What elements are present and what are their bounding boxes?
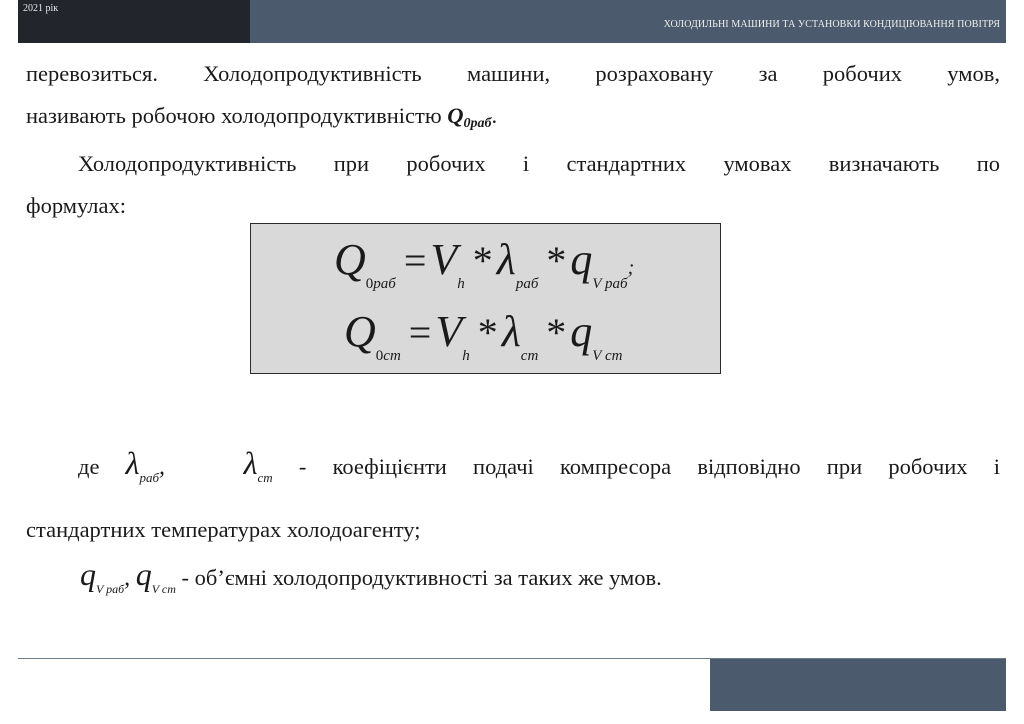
comma: , [124, 565, 131, 591]
paragraph-3-prefix: де [78, 454, 126, 479]
paragraph-2 [26, 143, 1000, 227]
formula-multiply: * [472, 238, 493, 283]
paragraph-2-line-1: Холодопродуктивність при робочих і стандартних умовах визначають по [78, 151, 1000, 176]
formula-v: V [430, 235, 458, 284]
header-year-block [18, 0, 250, 43]
formula-q-sub-num: 0 [365, 276, 374, 292]
formula-box [250, 223, 721, 374]
formula-multiply: * [477, 310, 498, 355]
formula-qv: q [570, 235, 593, 284]
paragraph-3-text: - коефіцієнти подачі компресора відповідно при робочих і [272, 454, 1000, 479]
paragraph-3-line-1 [26, 442, 1000, 499]
paragraph-1-line-1: перевозиться. Холодопродуктивність машини, розраховану за робочих умов, [26, 61, 1000, 86]
q-symbol: Q [447, 103, 464, 128]
paragraph-4 [80, 553, 980, 610]
header-title: ХОЛОДИЛЬНІ МАШИНИ ТА УСТАНОВКИ КОНДИЦІЮВАННЯ ПОВІТРЯ [663, 19, 1000, 30]
formula-q-sub: ст [383, 348, 401, 364]
formula-equals: = [408, 310, 432, 355]
formula-lambda: λ [496, 235, 516, 284]
formula-q-sub: раб [373, 276, 396, 292]
formula-qv: q [570, 307, 593, 356]
qv-symbol: q [135, 556, 152, 592]
formula-lambda-sub: раб [515, 276, 539, 292]
formula-lambda: λ [501, 307, 521, 356]
paragraph-1-line-2 [26, 95, 1000, 145]
header-title-block [250, 0, 1006, 43]
formula-semicolon: ; [627, 257, 635, 279]
formula-q: Q [344, 307, 376, 356]
paragraph-4-text: - об’ємні холодопродуктивності за таких же умов. [175, 565, 662, 590]
paragraph-2-line-2: формулах: [26, 193, 126, 218]
lambda-symbol: λ [243, 445, 258, 481]
formula-v-sub: h [462, 348, 470, 364]
qv-sub-working: V раб [96, 582, 125, 596]
qv-symbol: q [80, 556, 96, 592]
formula-standard [344, 306, 622, 365]
formula-q-sub-num: 0 [375, 348, 384, 364]
paragraph-3-line-2: стандартних температурах холодоагенту; [26, 517, 421, 542]
footer-block [710, 659, 1006, 711]
formula-equals: = [403, 238, 427, 283]
formula-v-sub: h [457, 276, 465, 292]
formula-multiply: * [546, 310, 567, 355]
formula-qv-sub: V ст [592, 348, 623, 364]
formula-multiply: * [546, 238, 567, 283]
paragraph-1-line-2-text: називають робочою холодопродуктивністю [26, 103, 448, 128]
lambda-sub-standard: ст [257, 470, 273, 485]
formula-v: V [435, 307, 463, 356]
formula-qv-sub: V раб [592, 276, 628, 292]
formula-q: Q [334, 235, 366, 284]
q-subscript: 0раб [463, 116, 492, 131]
qv-sub-standard: V ст [151, 582, 176, 596]
paragraph-1 [26, 53, 1000, 145]
header-year: 2021 рік [23, 3, 59, 14]
period: . [491, 103, 498, 128]
paragraph-3 [26, 442, 1000, 551]
lambda-symbol: λ [125, 445, 140, 481]
comma: , [159, 454, 166, 480]
lambda-sub-working: раб [139, 470, 160, 485]
formula-lambda-sub: ст [520, 348, 539, 364]
formula-working [334, 234, 634, 293]
